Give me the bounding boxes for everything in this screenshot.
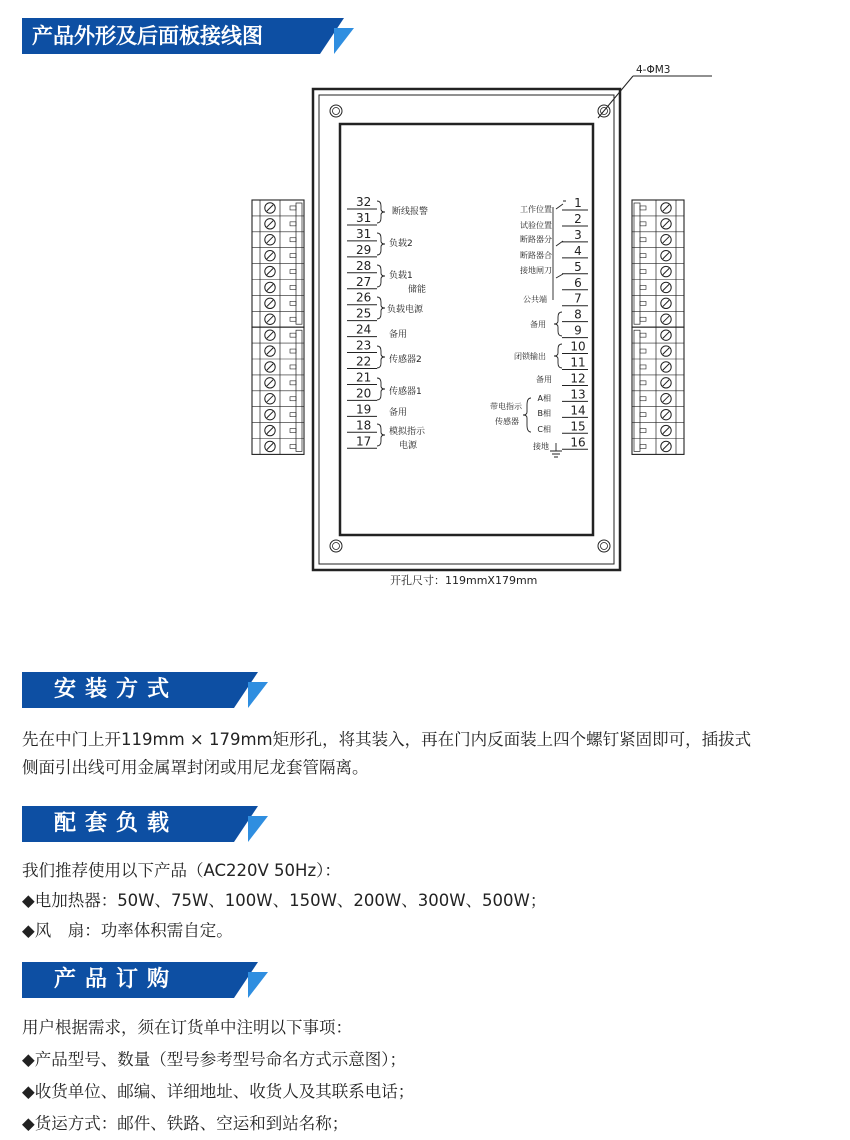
left-terminal-number: 23	[356, 338, 372, 353]
section-title-outline: 产品外形及后面板接线图	[32, 24, 263, 48]
label-spare-left-1: 备用	[389, 330, 408, 340]
label-sensor: 传感器	[495, 417, 519, 426]
right-terminal-number: 1	[574, 196, 582, 210]
left-terminal-number: 28	[356, 258, 372, 273]
left-terminal-number: 31	[356, 210, 372, 225]
left-terminal-number: 21	[356, 370, 372, 385]
label-lock-output: 闭锁输出	[514, 352, 546, 361]
label-load1: 负载1	[389, 271, 413, 281]
mounting-holes	[330, 105, 610, 552]
cutout-label: 开孔尺寸：119mmX179mm	[390, 574, 538, 587]
mount-hole-icon	[330, 105, 342, 117]
load-item-heater: ◆电加热器：50W、75W、100W、150W、200W、300W、500W；	[22, 891, 547, 910]
section-header-install	[22, 672, 262, 708]
right-terminal-number: 11	[570, 355, 586, 370]
right-terminal-number: 16	[570, 435, 586, 450]
right-terminal-number: 7	[574, 291, 582, 306]
right-terminal-number: 14	[570, 403, 586, 418]
left-terminal-number: 26	[356, 290, 372, 305]
left-braces	[377, 201, 385, 446]
left-terminal-list	[347, 195, 377, 448]
right-terminal-number: 2	[574, 211, 582, 226]
label-sensor1: 传感器1	[389, 387, 422, 397]
left-group-labels	[387, 205, 428, 451]
left-terminal-number: 27	[356, 274, 372, 289]
order-item-consignee: ◆收货单位、邮编、详细地址、收货人及其联系电话；	[22, 1082, 415, 1101]
right-terminal-number: 8	[574, 307, 582, 322]
label-phase-c: C相	[537, 425, 551, 434]
section-title-order: 产品订购	[54, 967, 179, 992]
left-terminal-number: 22	[356, 354, 372, 369]
label-sensor2: 传感器2	[389, 355, 422, 365]
left-terminal-number: 17	[356, 434, 372, 449]
label-analog-indicator: 模拟指示	[389, 427, 426, 437]
section-header-order	[22, 962, 262, 998]
terminal-block-right	[632, 200, 684, 454]
label-spare-right-1: 备用	[530, 320, 546, 329]
left-terminal-number: 29	[356, 242, 372, 257]
right-group-labels	[490, 204, 552, 451]
label-phase-b: B相	[537, 409, 551, 418]
right-terminal-number: 6	[574, 275, 582, 290]
label-spare-left-2: 备用	[389, 408, 408, 418]
panel-window	[340, 124, 593, 535]
section-title-load: 配套负载	[54, 811, 179, 836]
load-item-fan: ◆风 扇：功率体积需自定。	[22, 921, 233, 940]
label-spare-right-2: 备用	[536, 375, 552, 384]
right-terminal-number: 4	[574, 243, 582, 258]
load-intro: 我们推荐使用以下产品（AC220V 50Hz）：	[22, 861, 341, 880]
order-item-shipping: ◆货运方式：邮件、铁路、空运和到站名称；	[22, 1114, 349, 1133]
label-load-power: 负载电源	[387, 305, 424, 315]
label-power: 电源	[399, 441, 418, 451]
left-terminal-number: 20	[356, 386, 372, 401]
label-earthing-switch: 接地闸刀	[520, 266, 552, 275]
label-breaker-close: 断路器合	[520, 251, 552, 260]
install-paragraph	[22, 726, 751, 782]
load-paragraph	[22, 856, 546, 946]
right-terminal-list	[562, 196, 588, 449]
order-item-model: ◆产品型号、数量（型号参考型号命名方式示意图）；	[22, 1050, 406, 1069]
left-terminal-number: 18	[356, 418, 372, 433]
label-ground: 接地	[533, 442, 549, 451]
label-load2: 负载2	[389, 239, 413, 249]
label-test-position: 试验位置	[520, 221, 552, 230]
order-paragraph	[22, 1012, 414, 1140]
label-common: 公共端	[523, 295, 547, 304]
label-energy-storage: 储能	[408, 285, 427, 295]
right-terminal-number: 10	[570, 339, 586, 354]
order-intro: 用户根据需求，须在订货单中注明以下事项：	[22, 1018, 352, 1037]
right-terminal-number: 13	[570, 387, 586, 402]
install-line-1: 先在中门上开119mm × 179mm矩形孔，将其装入，再在门内反面装上四个螺钉紧固即可，插拔式	[22, 730, 752, 749]
label-breaker-open: 断路器分	[520, 235, 552, 244]
left-terminal-number: 25	[356, 306, 372, 321]
install-line-2: 侧面引出线可用金属罩封闭或用尼龙套管隔离。	[22, 758, 369, 777]
right-terminal-number: 15	[570, 419, 586, 434]
left-terminal-number: 32	[356, 195, 372, 209]
right-terminal-number: 12	[570, 371, 586, 386]
left-terminal-number: 19	[356, 402, 372, 417]
hole-label: 4-ΦM3	[636, 64, 671, 76]
terminal-block-left	[252, 200, 304, 454]
right-terminal-number: 3	[574, 227, 582, 242]
section-title-install: 安装方式	[54, 677, 179, 702]
mount-hole-icon	[598, 540, 610, 552]
mount-hole-icon	[330, 540, 342, 552]
left-terminal-number: 24	[356, 322, 372, 337]
label-work-position: 工作位置	[520, 205, 552, 214]
label-phase-a: A相	[537, 394, 551, 403]
section-header-load	[22, 806, 262, 842]
left-terminal-number: 31	[356, 226, 372, 241]
label-live-indicator: 带电指示	[490, 402, 522, 411]
right-terminal-number: 5	[574, 259, 582, 274]
right-terminal-number: 9	[574, 323, 582, 338]
hole-leader-line	[598, 76, 633, 118]
label-disconnect-alarm: 断线报警	[392, 207, 429, 217]
